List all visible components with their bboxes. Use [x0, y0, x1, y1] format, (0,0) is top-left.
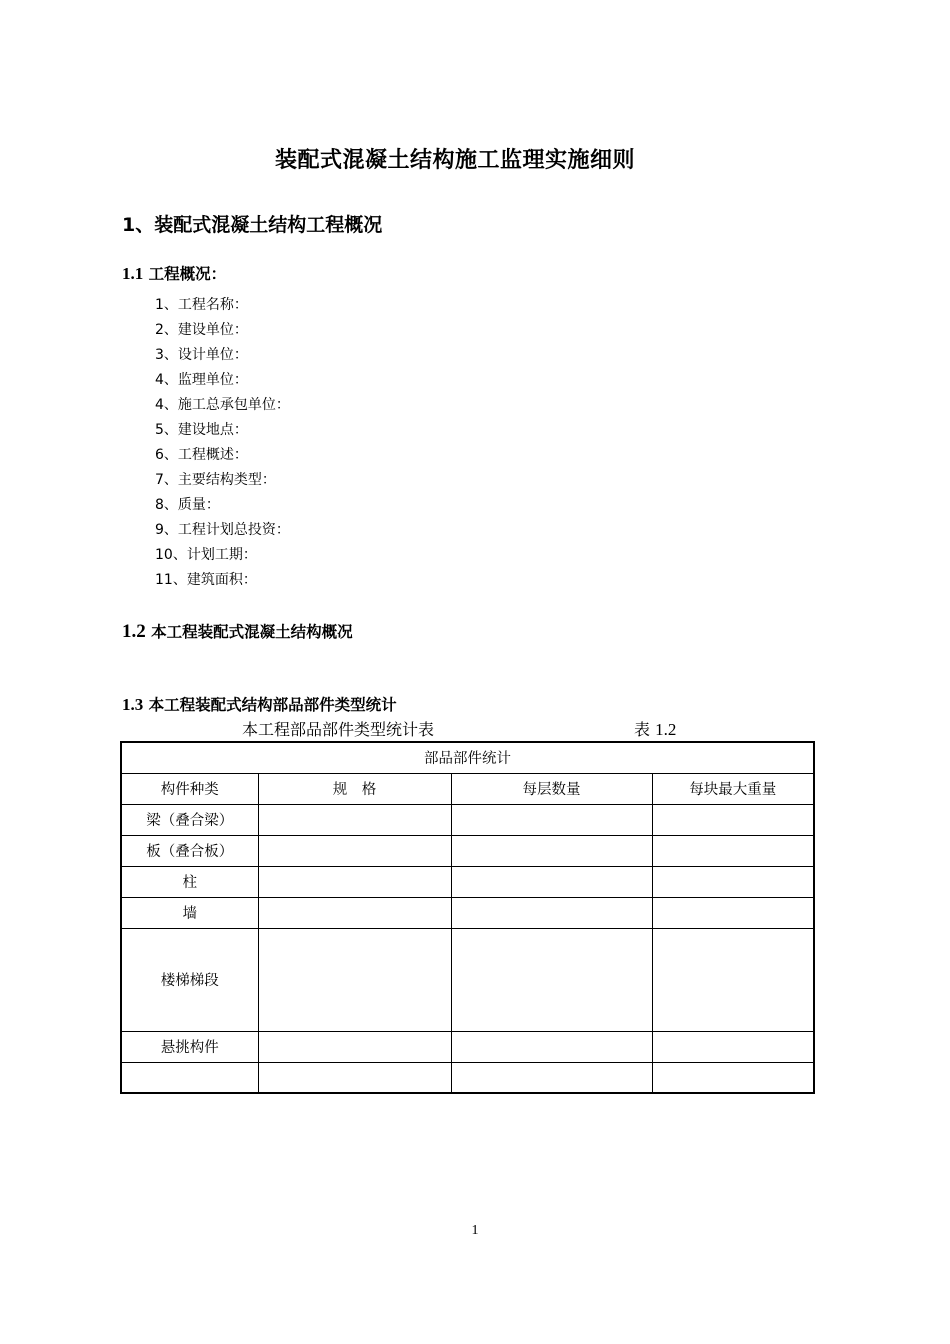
table-cell — [451, 928, 652, 1031]
table-cell: 柱 — [121, 866, 258, 897]
table-cell — [451, 1031, 652, 1062]
list-item: 3、设计单位： — [155, 347, 248, 363]
table-header-row — [121, 773, 814, 804]
list-item: 9、工程计划总投资： — [155, 522, 290, 538]
table-cell — [652, 928, 814, 1031]
table-cell — [451, 897, 652, 928]
table-row — [121, 928, 814, 1031]
table-cell — [258, 835, 451, 866]
table-group-header: 部品部件统计 — [121, 742, 814, 773]
column-header: 每块最大重量 — [652, 773, 814, 804]
section-1-2-heading — [122, 620, 353, 643]
list-item: 10、计划工期： — [155, 547, 257, 563]
table-row — [121, 866, 814, 897]
list-item: 4、监理单位： — [155, 372, 248, 388]
table-cell — [451, 866, 652, 897]
column-header: 每层数量 — [451, 773, 652, 804]
table-cell: 楼梯梯段 — [121, 928, 258, 1031]
section-1-3-number: 1.3 — [122, 695, 144, 714]
table-row — [121, 897, 814, 928]
components-statistics-table — [120, 741, 815, 1094]
section-1-2-title: 本工程装配式混凝土结构概况 — [151, 623, 353, 641]
column-header: 构件种类 — [121, 773, 258, 804]
list-item: 4、施工总承包单位： — [155, 397, 290, 413]
table-cell: 梁（叠合梁） — [121, 804, 258, 835]
list-item: 5、建设地点： — [155, 422, 248, 438]
table-caption-number — [634, 717, 676, 740]
table-cell — [652, 835, 814, 866]
table-cell — [652, 1062, 814, 1093]
list-item: 8、质量： — [155, 497, 220, 513]
table-cell — [652, 866, 814, 897]
table-cell: 板（叠合板） — [121, 835, 258, 866]
page-number: 1 — [471, 1223, 479, 1238]
table-row — [121, 835, 814, 866]
table-cell: 墙 — [121, 897, 258, 928]
table-cell — [258, 1031, 451, 1062]
section-1-2-number: 1.2 — [122, 621, 146, 642]
table-cell — [451, 1062, 652, 1093]
table-cell — [121, 1062, 258, 1093]
table-caption-label: 表 — [634, 720, 651, 739]
table-cell — [258, 1062, 451, 1093]
list-item: 1、工程名称： — [155, 297, 248, 313]
table-cell — [258, 928, 451, 1031]
section-1-1-title: 工程概况： — [148, 265, 227, 283]
section-1-3-title: 本工程装配式结构部品部件类型统计 — [148, 696, 397, 714]
table-caption-title: 本工程部品部件类型统计表 — [242, 720, 435, 739]
section-1-heading: 1、装配式混凝土结构工程概况 — [122, 214, 383, 236]
table-group-header-row — [121, 742, 814, 773]
table-cell — [652, 1031, 814, 1062]
list-item: 6、工程概述： — [155, 447, 248, 463]
column-header: 规 格 — [258, 773, 451, 804]
table-cell: 悬挑构件 — [121, 1031, 258, 1062]
table-cell — [258, 897, 451, 928]
list-item: 7、主要结构类型： — [155, 472, 276, 488]
list-item: 11、建筑面积： — [155, 572, 257, 588]
table-cell — [652, 804, 814, 835]
section-1-1-number: 1.1 — [122, 264, 144, 283]
section-1-1-heading — [122, 262, 226, 284]
table-cell — [451, 835, 652, 866]
project-overview-list — [155, 293, 290, 593]
section-1-3-heading — [122, 693, 397, 715]
table-row — [121, 1031, 814, 1062]
table-row — [121, 804, 814, 835]
table-cell — [652, 897, 814, 928]
table-cell — [258, 804, 451, 835]
table-cell — [451, 804, 652, 835]
document-title: 装配式混凝土结构施工监理实施细则 — [274, 148, 635, 173]
table-caption-value: 1.2 — [655, 720, 677, 739]
table-cell — [258, 866, 451, 897]
list-item: 2、建设单位： — [155, 322, 248, 338]
table-row — [121, 1062, 814, 1093]
